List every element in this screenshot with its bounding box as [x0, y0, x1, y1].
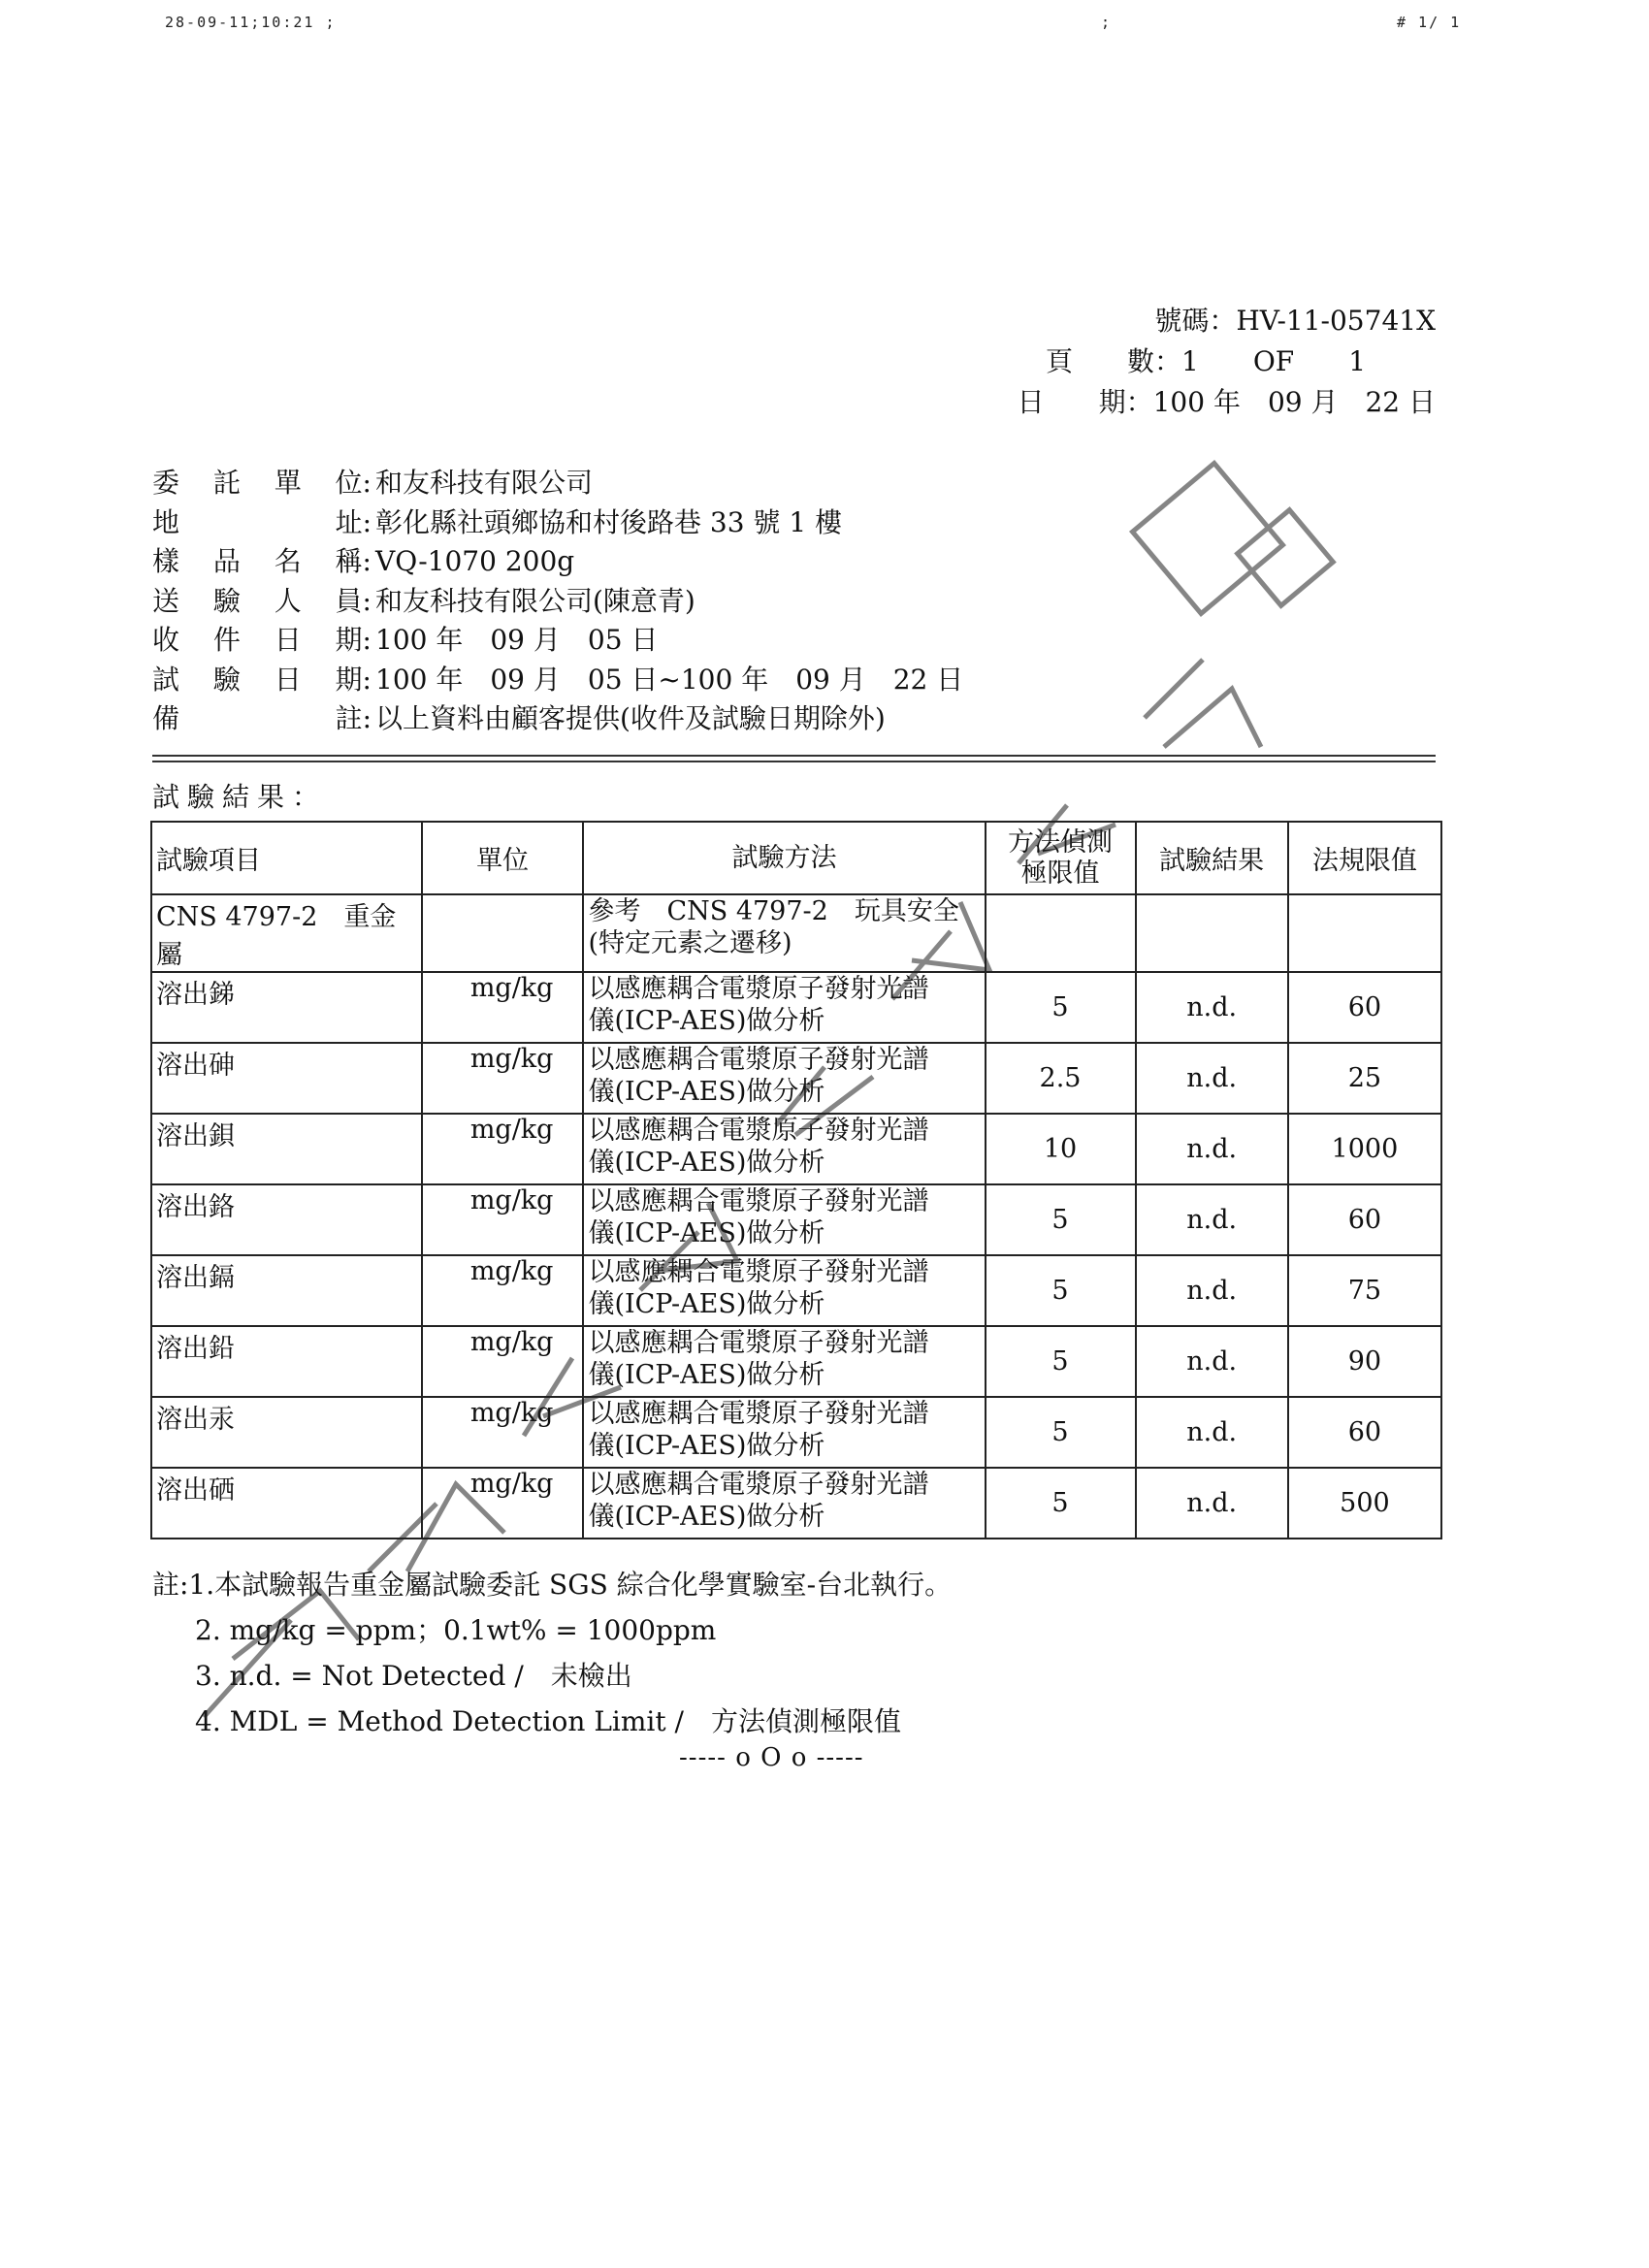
header-mdl-line2: 極限值: [1020, 858, 1100, 889]
info-label-char: 位:: [335, 467, 372, 499]
cell-item: 溶出鉻: [151, 1184, 422, 1255]
cell-result: n.d.: [1136, 972, 1288, 1043]
section-title: 試驗結果：: [152, 781, 328, 813]
info-value: 和友科技有限公司(陳意青): [375, 584, 695, 617]
cell-item: CNS 4797-2 重金屬: [151, 894, 422, 972]
cell-item: 溶出鉛: [151, 1326, 422, 1397]
info-label: [152, 503, 375, 543]
cell-item: 溶出汞: [151, 1397, 422, 1468]
info-label-char: 員:: [335, 584, 372, 617]
info-label-char: 日: [274, 663, 302, 696]
method-line1: 以感應耦合電漿原子發射光譜: [588, 1116, 929, 1146]
info-label-char: 託: [212, 467, 241, 499]
cell-result: n.d.: [1136, 1397, 1288, 1468]
separator-line: [152, 755, 1436, 757]
info-label: [152, 542, 375, 582]
info-label-char: 委: [152, 467, 180, 499]
cell-mdl: 5: [986, 1397, 1136, 1468]
info-label-char: 人: [274, 584, 302, 617]
info-label-char: 件: [212, 624, 241, 656]
info-label-char: 註:: [335, 702, 372, 734]
method-line1: 以感應耦合電漿原子發射光譜: [588, 1045, 929, 1075]
info-value: 100 年 09 月 05 日~100 年 09 月 22 日: [375, 663, 964, 696]
header-mdl: [986, 822, 1136, 894]
header-method: 試驗方法: [583, 822, 985, 894]
info-label-char: 樣: [152, 545, 180, 577]
cell-result: n.d.: [1136, 1043, 1288, 1114]
info-label-char: 稱:: [335, 545, 372, 577]
method-line1: 以感應耦合電漿原子發射光譜: [588, 974, 929, 1004]
info-label-char: 備: [152, 702, 180, 734]
info-label-char: 期:: [335, 663, 372, 696]
info-label-char: 收: [152, 624, 180, 656]
fax-header-timestamp: 28-09-11;10:21 ;: [165, 14, 337, 31]
method-line2: 儀(ICP-AES)做分析: [588, 1148, 825, 1178]
method-line1: 參考 CNS 4797-2 玩具安全: [588, 896, 959, 926]
report-date-label: 日 期：: [1017, 386, 1153, 418]
info-label-char: 品: [212, 545, 241, 577]
note-line: 4. MDL = Method Detection Limit / 方法偵測極限值: [195, 1705, 901, 1737]
info-row: [152, 464, 1025, 503]
info-label-char: 址:: [335, 505, 372, 538]
cell-unit: mg/kg: [422, 1397, 584, 1468]
cell-mdl: 5: [986, 972, 1136, 1043]
info-row: [152, 503, 1025, 543]
method-line1: 以感應耦合電漿原子發射光譜: [588, 1399, 929, 1429]
method-line1: 以感應耦合電漿原子發射光譜: [588, 1328, 929, 1358]
method-line2: 儀(ICP-AES)做分析: [588, 1006, 825, 1036]
table-row: [151, 1184, 1441, 1255]
client-info-block: [152, 464, 1025, 739]
method-line2: 儀(ICP-AES)做分析: [588, 1077, 825, 1107]
cell-method: [583, 894, 985, 972]
method-line2: 儀(ICP-AES)做分析: [588, 1218, 825, 1248]
results-table: [150, 821, 1442, 1539]
table-row: [151, 1397, 1441, 1468]
header-mdl-line1: 方法偵測: [1008, 826, 1113, 858]
cell-limit: 500: [1288, 1468, 1441, 1539]
header-limit: 法規限值: [1288, 822, 1441, 894]
report-reference-block: [1017, 301, 1436, 423]
cell-unit: [422, 894, 584, 972]
info-label-char: 期:: [335, 624, 372, 656]
info-label-char: 驗: [212, 584, 241, 617]
cell-unit: mg/kg: [422, 1043, 584, 1114]
fax-header-separator: ;: [1101, 14, 1113, 31]
cell-item: 溶出鋇: [151, 1114, 422, 1184]
info-label-char: 日: [274, 624, 302, 656]
info-label-char: 單: [274, 467, 302, 499]
info-label-char: 驗: [212, 663, 241, 696]
cell-limit: 60: [1288, 1184, 1441, 1255]
info-value: 彰化縣社頭鄉協和村後路巷 33 號 1 樓: [375, 505, 843, 538]
method-line2: (特定元素之遷移): [588, 928, 792, 958]
cell-limit: 25: [1288, 1043, 1441, 1114]
cell-limit: 1000: [1288, 1114, 1441, 1184]
table-row: [151, 894, 1441, 972]
report-date-row: [1017, 382, 1436, 423]
cell-result: n.d.: [1136, 1468, 1288, 1539]
cell-unit: mg/kg: [422, 1114, 584, 1184]
info-row: [152, 582, 1025, 622]
table-row: [151, 1326, 1441, 1397]
cell-unit: mg/kg: [422, 1468, 584, 1539]
info-label: [152, 699, 375, 739]
header-unit: 單位: [422, 822, 584, 894]
cell-method: [583, 1397, 985, 1468]
report-pages: 1 OF 1: [1181, 345, 1367, 377]
method-line1: 以感應耦合電漿原子發射光譜: [588, 1186, 929, 1216]
info-value: 和友科技有限公司: [375, 467, 594, 499]
cell-method: [583, 1114, 985, 1184]
info-label: [152, 661, 375, 700]
cell-unit: mg/kg: [422, 1326, 584, 1397]
cell-mdl: 2.5: [986, 1043, 1136, 1114]
info-label: [152, 621, 375, 661]
note-line: 註:1.本試驗報告重金屬試驗委託 SGS 綜合化學實驗室-台北執行。: [152, 1569, 953, 1601]
cell-method: [583, 972, 985, 1043]
info-label: [152, 464, 375, 503]
cell-limit: 60: [1288, 1397, 1441, 1468]
info-row: [152, 621, 1025, 661]
info-value: 以上資料由顧客提供(收件及試驗日期除外): [375, 702, 886, 734]
method-line1: 以感應耦合電漿原子發射光譜: [588, 1470, 929, 1500]
report-pages-label: 頁 數：: [1045, 345, 1181, 377]
cell-unit: mg/kg: [422, 1255, 584, 1326]
cell-item: 溶出鎘: [151, 1255, 422, 1326]
cell-method: [583, 1043, 985, 1114]
cell-item: 溶出銻: [151, 972, 422, 1043]
method-line2: 儀(ICP-AES)做分析: [588, 1289, 825, 1319]
info-row: [152, 542, 1025, 582]
cell-method: [583, 1255, 985, 1326]
cell-unit: mg/kg: [422, 972, 584, 1043]
method-line1: 以感應耦合電漿原子發射光譜: [588, 1257, 929, 1287]
header-item: 試驗項目: [151, 822, 422, 894]
cell-result: n.d.: [1136, 1326, 1288, 1397]
table-row: [151, 972, 1441, 1043]
method-line2: 儀(ICP-AES)做分析: [588, 1360, 825, 1390]
table-header-row: [151, 822, 1441, 894]
info-label-char: 送: [152, 584, 180, 617]
info-row: [152, 699, 1025, 739]
info-label-char: 地: [152, 505, 180, 538]
cell-limit: 60: [1288, 972, 1441, 1043]
notes-block: [152, 1562, 952, 1744]
info-row: [152, 661, 1025, 700]
cell-limit: [1288, 894, 1441, 972]
cell-result: [1136, 894, 1288, 972]
cell-result: n.d.: [1136, 1114, 1288, 1184]
report-pages-row: [1028, 341, 1436, 382]
report-number-row: [1028, 301, 1436, 341]
cell-method: [583, 1326, 985, 1397]
cell-mdl: [986, 894, 1136, 972]
fax-header-page: # 1/ 1: [1397, 14, 1462, 31]
info-value: VQ-1070 200g: [375, 545, 575, 577]
cell-limit: 75: [1288, 1255, 1441, 1326]
info-label: [152, 582, 375, 622]
method-line2: 儀(ICP-AES)做分析: [588, 1502, 825, 1532]
note-line: 3. n.d. = Not Detected / 未檢出: [195, 1660, 632, 1692]
method-line2: 儀(ICP-AES)做分析: [588, 1431, 825, 1461]
cell-unit: mg/kg: [422, 1184, 584, 1255]
cell-item: 溶出硒: [151, 1468, 422, 1539]
cell-item: 溶出砷: [151, 1043, 422, 1114]
cell-result: n.d.: [1136, 1255, 1288, 1326]
separator-line: [152, 761, 1436, 762]
table-row: [151, 1468, 1441, 1539]
cell-result: n.d.: [1136, 1184, 1288, 1255]
cell-mdl: 10: [986, 1114, 1136, 1184]
info-label-char: 名: [274, 545, 302, 577]
end-mark: ----- o O o -----: [679, 1743, 864, 1772]
table-row: [151, 1114, 1441, 1184]
table-row: [151, 1255, 1441, 1326]
report-date: 100 年 09 月 22 日: [1152, 386, 1436, 418]
report-number-label: 號碼：: [1154, 305, 1237, 337]
cell-mdl: 5: [986, 1326, 1136, 1397]
table-row: [151, 1043, 1441, 1114]
info-label-char: 試: [152, 663, 180, 696]
note-line: 2. mg/kg = ppm；0.1wt% = 1000ppm: [195, 1614, 717, 1646]
report-number: HV-11-05741X: [1236, 305, 1436, 337]
cell-method: [583, 1468, 985, 1539]
cell-mdl: 5: [986, 1184, 1136, 1255]
cell-method: [583, 1184, 985, 1255]
header-result: 試驗結果: [1136, 822, 1288, 894]
cell-mdl: 5: [986, 1468, 1136, 1539]
info-value: 100 年 09 月 05 日: [375, 624, 659, 656]
cell-limit: 90: [1288, 1326, 1441, 1397]
cell-mdl: 5: [986, 1255, 1136, 1326]
